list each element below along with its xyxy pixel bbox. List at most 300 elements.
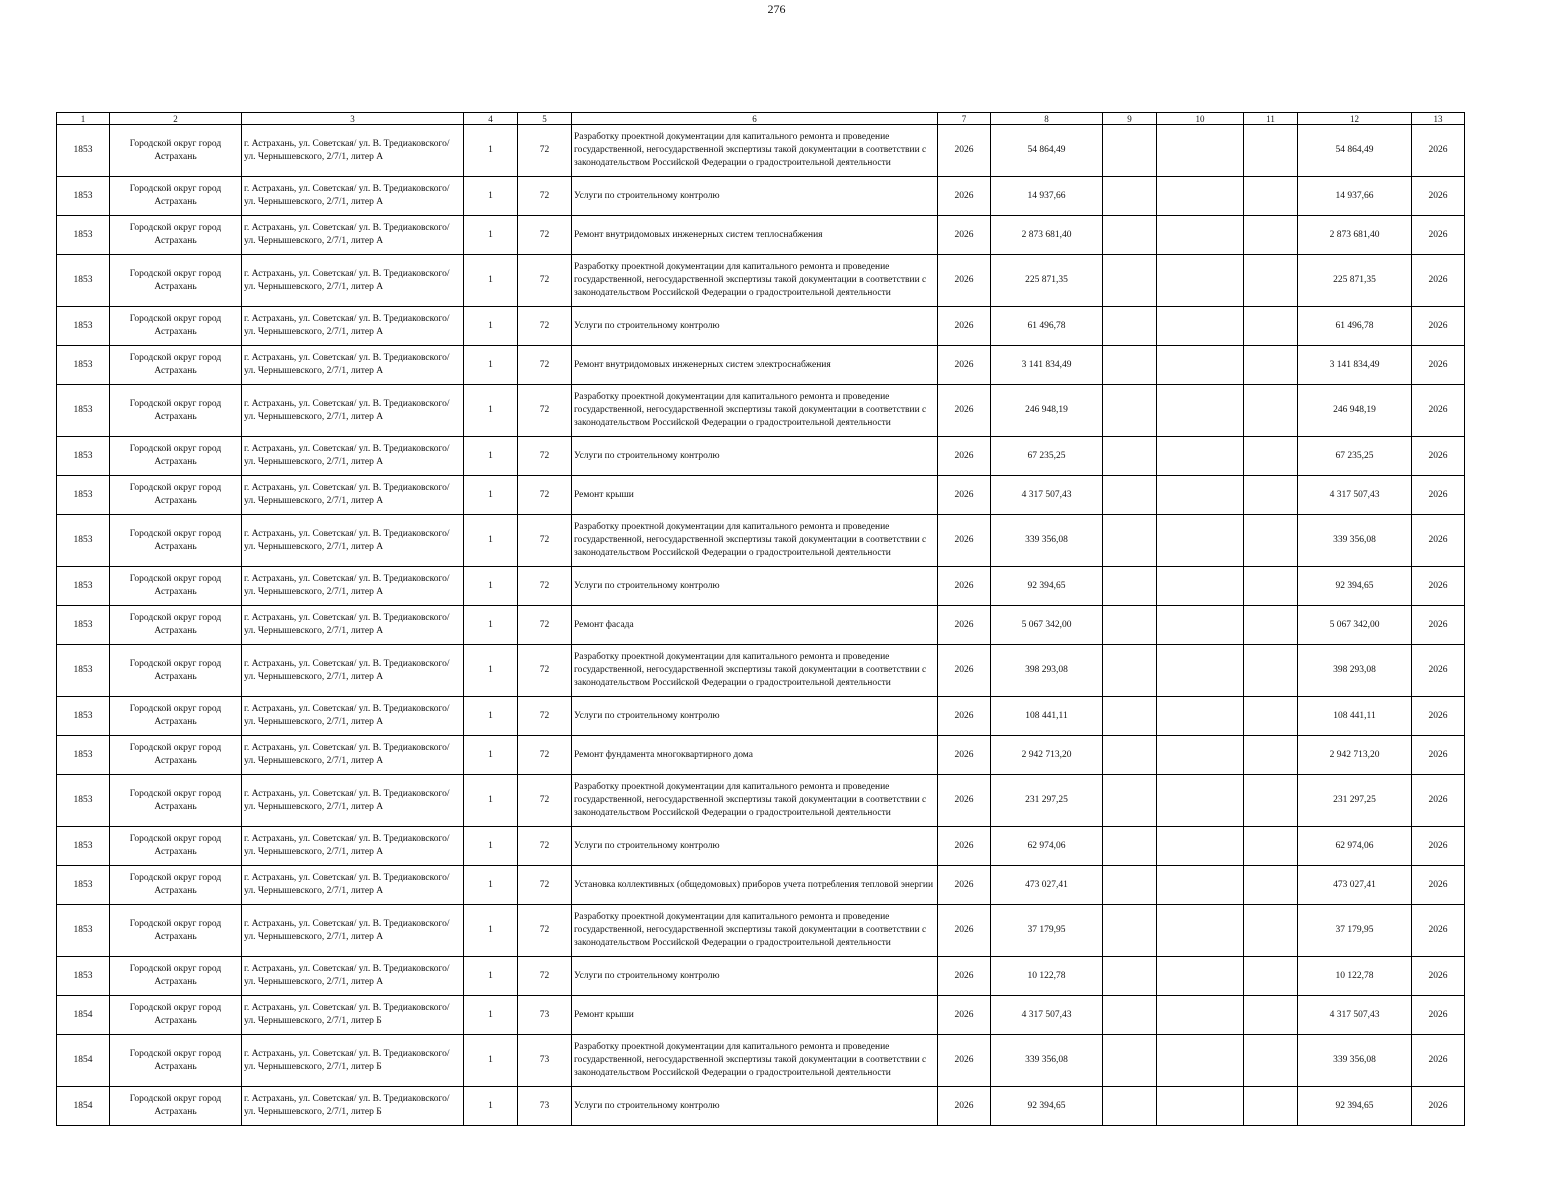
- total-amount-cell: 2 873 681,40: [1298, 216, 1412, 255]
- col-10-cell: [1157, 1035, 1244, 1087]
- municipality-cell: Городской округ город Астрахань: [110, 957, 242, 996]
- col-9-cell: [1103, 957, 1157, 996]
- total-amount-cell: 14 937,66: [1298, 177, 1412, 216]
- col-11-cell: [1244, 866, 1298, 905]
- total-amount-cell: 92 394,65: [1298, 1087, 1412, 1126]
- work-type-cell: Услуги по строительному контролю: [572, 1087, 938, 1126]
- col-10-cell: [1157, 177, 1244, 216]
- col-11-cell: [1244, 177, 1298, 216]
- year-cell: 2026: [938, 905, 991, 957]
- municipality-cell: Городской округ город Астрахань: [110, 697, 242, 736]
- completion-year-cell: 2026: [1412, 476, 1465, 515]
- table-row: [57, 125, 1465, 177]
- amount-cell: 2 873 681,40: [991, 216, 1103, 255]
- col-10-cell: [1157, 645, 1244, 697]
- year-cell: 2026: [938, 346, 991, 385]
- table-row: [57, 216, 1465, 255]
- column-header: 6: [572, 113, 938, 125]
- total-amount-cell: 5 067 342,00: [1298, 606, 1412, 645]
- municipality-cell: Городской округ город Астрахань: [110, 775, 242, 827]
- count-cell: 1: [464, 476, 518, 515]
- table-row: [57, 866, 1465, 905]
- work-type-cell: Услуги по строительному контролю: [572, 307, 938, 346]
- address-cell: г. Астрахань, ул. Советская/ ул. В. Тредиаковского/ ул. Чернышевского, 2/7/1, литер А: [242, 437, 464, 476]
- address-cell: г. Астрахань, ул. Советская/ ул. В. Тредиаковского/ ул. Чернышевского, 2/7/1, литер А: [242, 476, 464, 515]
- completion-year-cell: 2026: [1412, 307, 1465, 346]
- amount-cell: 5 067 342,00: [991, 606, 1103, 645]
- work-type-cell: Услуги по строительному контролю: [572, 697, 938, 736]
- year-cell: 2026: [938, 385, 991, 437]
- year-cell: 2026: [938, 125, 991, 177]
- work-type-cell: Установка коллективных (общедомовых) приборов учета потребления тепловой энергии: [572, 866, 938, 905]
- object-id-cell: 72: [518, 645, 572, 697]
- col-11-cell: [1244, 255, 1298, 307]
- work-type-cell: Разработку проектной документации для капитального ремонта и проведение государственной, негосударственной экспертизы такой документации в соответствии с законодательством Российской Федерации о градостроительной деятельности: [572, 905, 938, 957]
- col-11-cell: [1244, 736, 1298, 775]
- column-header: 1: [57, 113, 110, 125]
- row-number-cell: 1853: [57, 645, 110, 697]
- amount-cell: 92 394,65: [991, 1087, 1103, 1126]
- col-10-cell: [1157, 346, 1244, 385]
- col-11-cell: [1244, 515, 1298, 567]
- col-10-cell: [1157, 866, 1244, 905]
- col-9-cell: [1103, 307, 1157, 346]
- table-row: [57, 476, 1465, 515]
- object-id-cell: 72: [518, 177, 572, 216]
- year-cell: 2026: [938, 216, 991, 255]
- address-cell: г. Астрахань, ул. Советская/ ул. В. Тредиаковского/ ул. Чернышевского, 2/7/1, литер А: [242, 515, 464, 567]
- row-number-cell: 1853: [57, 385, 110, 437]
- total-amount-cell: 339 356,08: [1298, 515, 1412, 567]
- completion-year-cell: 2026: [1412, 437, 1465, 476]
- row-number-cell: 1854: [57, 1087, 110, 1126]
- address-cell: г. Астрахань, ул. Советская/ ул. В. Тредиаковского/ ул. Чернышевского, 2/7/1, литер А: [242, 606, 464, 645]
- address-cell: г. Астрахань, ул. Советская/ ул. В. Тредиаковского/ ул. Чернышевского, 2/7/1, литер А: [242, 827, 464, 866]
- table-row: [57, 307, 1465, 346]
- col-9-cell: [1103, 606, 1157, 645]
- count-cell: 1: [464, 866, 518, 905]
- address-cell: г. Астрахань, ул. Советская/ ул. В. Тредиаковского/ ул. Чернышевского, 2/7/1, литер А: [242, 697, 464, 736]
- col-10-cell: [1157, 437, 1244, 476]
- work-type-cell: Разработку проектной документации для капитального ремонта и проведение государственной, негосударственной экспертизы такой документации в соответствии с законодательством Российской Федерации о градостроительной деятельности: [572, 255, 938, 307]
- year-cell: 2026: [938, 437, 991, 476]
- municipality-cell: Городской округ город Астрахань: [110, 307, 242, 346]
- work-type-cell: Разработку проектной документации для капитального ремонта и проведение государственной, негосударственной экспертизы такой документации в соответствии с законодательством Российской Федерации о градостроительной деятельности: [572, 125, 938, 177]
- municipality-cell: Городской округ город Астрахань: [110, 645, 242, 697]
- year-cell: 2026: [938, 476, 991, 515]
- municipality-cell: Городской округ город Астрахань: [110, 736, 242, 775]
- address-cell: г. Астрахань, ул. Советская/ ул. В. Тредиаковского/ ул. Чернышевского, 2/7/1, литер А: [242, 307, 464, 346]
- table-header: [57, 113, 1465, 125]
- address-cell: г. Астрахань, ул. Советская/ ул. В. Тредиаковского/ ул. Чернышевского, 2/7/1, литер А: [242, 905, 464, 957]
- address-cell: г. Астрахань, ул. Советская/ ул. В. Тредиаковского/ ул. Чернышевского, 2/7/1, литер А: [242, 645, 464, 697]
- year-cell: 2026: [938, 827, 991, 866]
- address-cell: г. Астрахань, ул. Советская/ ул. В. Тредиаковского/ ул. Чернышевского, 2/7/1, литер А: [242, 255, 464, 307]
- count-cell: 1: [464, 957, 518, 996]
- total-amount-cell: 246 948,19: [1298, 385, 1412, 437]
- col-11-cell: [1244, 1035, 1298, 1087]
- completion-year-cell: 2026: [1412, 905, 1465, 957]
- total-amount-cell: 398 293,08: [1298, 645, 1412, 697]
- object-id-cell: 72: [518, 957, 572, 996]
- completion-year-cell: 2026: [1412, 866, 1465, 905]
- col-9-cell: [1103, 1035, 1157, 1087]
- column-header: 12: [1298, 113, 1412, 125]
- work-type-cell: Ремонт фасада: [572, 606, 938, 645]
- object-id-cell: 72: [518, 905, 572, 957]
- total-amount-cell: 3 141 834,49: [1298, 346, 1412, 385]
- object-id-cell: 73: [518, 1087, 572, 1126]
- row-number-cell: 1853: [57, 775, 110, 827]
- col-11-cell: [1244, 905, 1298, 957]
- row-number-cell: 1853: [57, 905, 110, 957]
- amount-cell: 339 356,08: [991, 1035, 1103, 1087]
- col-10-cell: [1157, 606, 1244, 645]
- year-cell: 2026: [938, 736, 991, 775]
- column-header: 13: [1412, 113, 1465, 125]
- object-id-cell: 72: [518, 255, 572, 307]
- object-id-cell: 72: [518, 775, 572, 827]
- completion-year-cell: 2026: [1412, 216, 1465, 255]
- table-row: [57, 177, 1465, 216]
- amount-cell: 108 441,11: [991, 697, 1103, 736]
- year-cell: 2026: [938, 567, 991, 606]
- count-cell: 1: [464, 515, 518, 567]
- completion-year-cell: 2026: [1412, 736, 1465, 775]
- col-10-cell: [1157, 125, 1244, 177]
- year-cell: 2026: [938, 307, 991, 346]
- work-type-cell: Услуги по строительному контролю: [572, 827, 938, 866]
- amount-cell: 4 317 507,43: [991, 996, 1103, 1035]
- column-header: 5: [518, 113, 572, 125]
- table-row: [57, 996, 1465, 1035]
- municipality-cell: Городской округ город Астрахань: [110, 216, 242, 255]
- col-9-cell: [1103, 996, 1157, 1035]
- row-number-cell: 1853: [57, 476, 110, 515]
- table-row: [57, 827, 1465, 866]
- address-cell: г. Астрахань, ул. Советская/ ул. В. Тредиаковского/ ул. Чернышевского, 2/7/1, литер А: [242, 957, 464, 996]
- col-11-cell: [1244, 1087, 1298, 1126]
- col-9-cell: [1103, 567, 1157, 606]
- amount-cell: 339 356,08: [991, 515, 1103, 567]
- col-11-cell: [1244, 216, 1298, 255]
- municipality-cell: Городской округ город Астрахань: [110, 827, 242, 866]
- address-cell: г. Астрахань, ул. Советская/ ул. В. Тредиаковского/ ул. Чернышевского, 2/7/1, литер А: [242, 177, 464, 216]
- count-cell: 1: [464, 645, 518, 697]
- municipality-cell: Городской округ город Астрахань: [110, 515, 242, 567]
- col-9-cell: [1103, 515, 1157, 567]
- col-11-cell: [1244, 346, 1298, 385]
- col-9-cell: [1103, 645, 1157, 697]
- completion-year-cell: 2026: [1412, 567, 1465, 606]
- object-id-cell: 72: [518, 606, 572, 645]
- object-id-cell: 72: [518, 346, 572, 385]
- table-row: [57, 255, 1465, 307]
- completion-year-cell: 2026: [1412, 515, 1465, 567]
- row-number-cell: 1853: [57, 866, 110, 905]
- amount-cell: 3 141 834,49: [991, 346, 1103, 385]
- column-header: 2: [110, 113, 242, 125]
- count-cell: 1: [464, 567, 518, 606]
- year-cell: 2026: [938, 645, 991, 697]
- row-number-cell: 1853: [57, 567, 110, 606]
- table-row: [57, 606, 1465, 645]
- total-amount-cell: 225 871,35: [1298, 255, 1412, 307]
- table-body: [57, 125, 1465, 1126]
- completion-year-cell: 2026: [1412, 827, 1465, 866]
- work-type-cell: Услуги по строительному контролю: [572, 567, 938, 606]
- object-id-cell: 72: [518, 125, 572, 177]
- count-cell: 1: [464, 606, 518, 645]
- col-9-cell: [1103, 255, 1157, 307]
- count-cell: 1: [464, 1035, 518, 1087]
- work-type-cell: Разработку проектной документации для капитального ремонта и проведение государственной, негосударственной экспертизы такой документации в соответствии с законодательством Российской Федерации о градостроительной деятельности: [572, 645, 938, 697]
- row-number-cell: 1853: [57, 957, 110, 996]
- year-cell: 2026: [938, 1087, 991, 1126]
- municipality-cell: Городской округ город Астрахань: [110, 996, 242, 1035]
- col-11-cell: [1244, 437, 1298, 476]
- year-cell: 2026: [938, 996, 991, 1035]
- col-10-cell: [1157, 307, 1244, 346]
- col-9-cell: [1103, 125, 1157, 177]
- year-cell: 2026: [938, 1035, 991, 1087]
- count-cell: 1: [464, 697, 518, 736]
- object-id-cell: 72: [518, 567, 572, 606]
- object-id-cell: 72: [518, 385, 572, 437]
- amount-cell: 37 179,95: [991, 905, 1103, 957]
- column-header: 3: [242, 113, 464, 125]
- col-10-cell: [1157, 957, 1244, 996]
- work-type-cell: Ремонт внутридомовых инженерных систем теплоснабжения: [572, 216, 938, 255]
- completion-year-cell: 2026: [1412, 645, 1465, 697]
- row-number-cell: 1853: [57, 827, 110, 866]
- col-10-cell: [1157, 905, 1244, 957]
- row-number-cell: 1854: [57, 1035, 110, 1087]
- total-amount-cell: 92 394,65: [1298, 567, 1412, 606]
- row-number-cell: 1853: [57, 216, 110, 255]
- col-11-cell: [1244, 697, 1298, 736]
- completion-year-cell: 2026: [1412, 1087, 1465, 1126]
- municipality-cell: Городской округ город Астрахань: [110, 346, 242, 385]
- col-10-cell: [1157, 996, 1244, 1035]
- municipality-cell: Городской округ город Астрахань: [110, 1035, 242, 1087]
- table-row: [57, 346, 1465, 385]
- count-cell: 1: [464, 307, 518, 346]
- col-10-cell: [1157, 567, 1244, 606]
- address-cell: г. Астрахань, ул. Советская/ ул. В. Тредиаковского/ ул. Чернышевского, 2/7/1, литер А: [242, 736, 464, 775]
- registry-table: [56, 112, 1465, 1126]
- col-9-cell: [1103, 697, 1157, 736]
- count-cell: 1: [464, 1087, 518, 1126]
- work-type-cell: Разработку проектной документации для капитального ремонта и проведение государственной, негосударственной экспертизы такой документации в соответствии с законодательством Российской Федерации о градостроительной деятельности: [572, 385, 938, 437]
- work-type-cell: Ремонт внутридомовых инженерных систем электроснабжения: [572, 346, 938, 385]
- row-number-cell: 1853: [57, 255, 110, 307]
- col-11-cell: [1244, 307, 1298, 346]
- header-row: [57, 113, 1465, 125]
- col-10-cell: [1157, 216, 1244, 255]
- object-id-cell: 72: [518, 515, 572, 567]
- row-number-cell: 1853: [57, 515, 110, 567]
- count-cell: 1: [464, 255, 518, 307]
- col-11-cell: [1244, 606, 1298, 645]
- amount-cell: 54 864,49: [991, 125, 1103, 177]
- row-number-cell: 1853: [57, 697, 110, 736]
- row-number-cell: 1853: [57, 736, 110, 775]
- total-amount-cell: 62 974,06: [1298, 827, 1412, 866]
- completion-year-cell: 2026: [1412, 697, 1465, 736]
- col-11-cell: [1244, 645, 1298, 697]
- total-amount-cell: 4 317 507,43: [1298, 996, 1412, 1035]
- count-cell: 1: [464, 346, 518, 385]
- completion-year-cell: 2026: [1412, 775, 1465, 827]
- work-type-cell: Услуги по строительному контролю: [572, 177, 938, 216]
- amount-cell: 14 937,66: [991, 177, 1103, 216]
- row-number-cell: 1854: [57, 996, 110, 1035]
- address-cell: г. Астрахань, ул. Советская/ ул. В. Тредиаковского/ ул. Чернышевского, 2/7/1, литер А: [242, 866, 464, 905]
- col-9-cell: [1103, 177, 1157, 216]
- municipality-cell: Городской округ город Астрахань: [110, 255, 242, 307]
- year-cell: 2026: [938, 606, 991, 645]
- amount-cell: 61 496,78: [991, 307, 1103, 346]
- col-10-cell: [1157, 697, 1244, 736]
- amount-cell: 225 871,35: [991, 255, 1103, 307]
- table-row: [57, 437, 1465, 476]
- object-id-cell: 72: [518, 866, 572, 905]
- amount-cell: 62 974,06: [991, 827, 1103, 866]
- row-number-cell: 1853: [57, 346, 110, 385]
- total-amount-cell: 108 441,11: [1298, 697, 1412, 736]
- work-type-cell: Разработку проектной документации для капитального ремонта и проведение государственной, негосударственной экспертизы такой документации в соответствии с законодательством Российской Федерации о градостроительной деятельности: [572, 775, 938, 827]
- table-row: [57, 905, 1465, 957]
- col-9-cell: [1103, 775, 1157, 827]
- municipality-cell: Городской округ город Астрахань: [110, 125, 242, 177]
- completion-year-cell: 2026: [1412, 177, 1465, 216]
- col-9-cell: [1103, 216, 1157, 255]
- completion-year-cell: 2026: [1412, 1035, 1465, 1087]
- amount-cell: 246 948,19: [991, 385, 1103, 437]
- municipality-cell: Городской округ город Астрахань: [110, 905, 242, 957]
- completion-year-cell: 2026: [1412, 957, 1465, 996]
- amount-cell: 473 027,41: [991, 866, 1103, 905]
- column-header: 11: [1244, 113, 1298, 125]
- year-cell: 2026: [938, 866, 991, 905]
- col-10-cell: [1157, 736, 1244, 775]
- completion-year-cell: 2026: [1412, 125, 1465, 177]
- table-row: [57, 957, 1465, 996]
- column-header: 9: [1103, 113, 1157, 125]
- object-id-cell: 73: [518, 1035, 572, 1087]
- col-10-cell: [1157, 1087, 1244, 1126]
- col-10-cell: [1157, 255, 1244, 307]
- count-cell: 1: [464, 385, 518, 437]
- address-cell: г. Астрахань, ул. Советская/ ул. В. Тредиаковского/ ул. Чернышевского, 2/7/1, литер Б: [242, 1035, 464, 1087]
- year-cell: 2026: [938, 515, 991, 567]
- work-type-cell: Ремонт крыши: [572, 996, 938, 1035]
- completion-year-cell: 2026: [1412, 385, 1465, 437]
- col-11-cell: [1244, 125, 1298, 177]
- count-cell: 1: [464, 177, 518, 216]
- object-id-cell: 72: [518, 437, 572, 476]
- col-9-cell: [1103, 476, 1157, 515]
- municipality-cell: Городской округ город Астрахань: [110, 1087, 242, 1126]
- page-number: 276: [767, 2, 786, 16]
- col-11-cell: [1244, 775, 1298, 827]
- col-9-cell: [1103, 1087, 1157, 1126]
- address-cell: г. Астрахань, ул. Советская/ ул. В. Тредиаковского/ ул. Чернышевского, 2/7/1, литер А: [242, 125, 464, 177]
- column-header: 8: [991, 113, 1103, 125]
- col-10-cell: [1157, 385, 1244, 437]
- total-amount-cell: 2 942 713,20: [1298, 736, 1412, 775]
- table-row: [57, 515, 1465, 567]
- address-cell: г. Астрахань, ул. Советская/ ул. В. Тредиаковского/ ул. Чернышевского, 2/7/1, литер А: [242, 346, 464, 385]
- column-header: 4: [464, 113, 518, 125]
- object-id-cell: 72: [518, 216, 572, 255]
- object-id-cell: 72: [518, 736, 572, 775]
- count-cell: 1: [464, 216, 518, 255]
- total-amount-cell: 37 179,95: [1298, 905, 1412, 957]
- amount-cell: 67 235,25: [991, 437, 1103, 476]
- col-11-cell: [1244, 996, 1298, 1035]
- amount-cell: 398 293,08: [991, 645, 1103, 697]
- total-amount-cell: 231 297,25: [1298, 775, 1412, 827]
- col-10-cell: [1157, 476, 1244, 515]
- object-id-cell: 72: [518, 476, 572, 515]
- col-9-cell: [1103, 385, 1157, 437]
- column-header: 10: [1157, 113, 1244, 125]
- col-11-cell: [1244, 385, 1298, 437]
- column-header: 7: [938, 113, 991, 125]
- total-amount-cell: 4 317 507,43: [1298, 476, 1412, 515]
- count-cell: 1: [464, 736, 518, 775]
- col-11-cell: [1244, 567, 1298, 606]
- amount-cell: 2 942 713,20: [991, 736, 1103, 775]
- work-type-cell: Ремонт крыши: [572, 476, 938, 515]
- address-cell: г. Астрахань, ул. Советская/ ул. В. Тредиаковского/ ул. Чернышевского, 2/7/1, литер Б: [242, 996, 464, 1035]
- table-row: [57, 1035, 1465, 1087]
- col-11-cell: [1244, 476, 1298, 515]
- col-11-cell: [1244, 957, 1298, 996]
- col-9-cell: [1103, 827, 1157, 866]
- municipality-cell: Городской округ город Астрахань: [110, 177, 242, 216]
- year-cell: 2026: [938, 255, 991, 307]
- count-cell: 1: [464, 996, 518, 1035]
- col-9-cell: [1103, 866, 1157, 905]
- table-row: [57, 385, 1465, 437]
- table-row: [57, 1087, 1465, 1126]
- object-id-cell: 72: [518, 827, 572, 866]
- total-amount-cell: 339 356,08: [1298, 1035, 1412, 1087]
- col-10-cell: [1157, 775, 1244, 827]
- amount-cell: 10 122,78: [991, 957, 1103, 996]
- amount-cell: 92 394,65: [991, 567, 1103, 606]
- col-11-cell: [1244, 827, 1298, 866]
- count-cell: 1: [464, 827, 518, 866]
- municipality-cell: Городской округ город Астрахань: [110, 476, 242, 515]
- table-row: [57, 567, 1465, 606]
- total-amount-cell: 67 235,25: [1298, 437, 1412, 476]
- count-cell: 1: [464, 905, 518, 957]
- row-number-cell: 1853: [57, 606, 110, 645]
- municipality-cell: Городской округ город Астрахань: [110, 606, 242, 645]
- object-id-cell: 72: [518, 307, 572, 346]
- row-number-cell: 1853: [57, 177, 110, 216]
- col-9-cell: [1103, 437, 1157, 476]
- total-amount-cell: 54 864,49: [1298, 125, 1412, 177]
- total-amount-cell: 10 122,78: [1298, 957, 1412, 996]
- table-row: [57, 645, 1465, 697]
- amount-cell: 4 317 507,43: [991, 476, 1103, 515]
- col-10-cell: [1157, 515, 1244, 567]
